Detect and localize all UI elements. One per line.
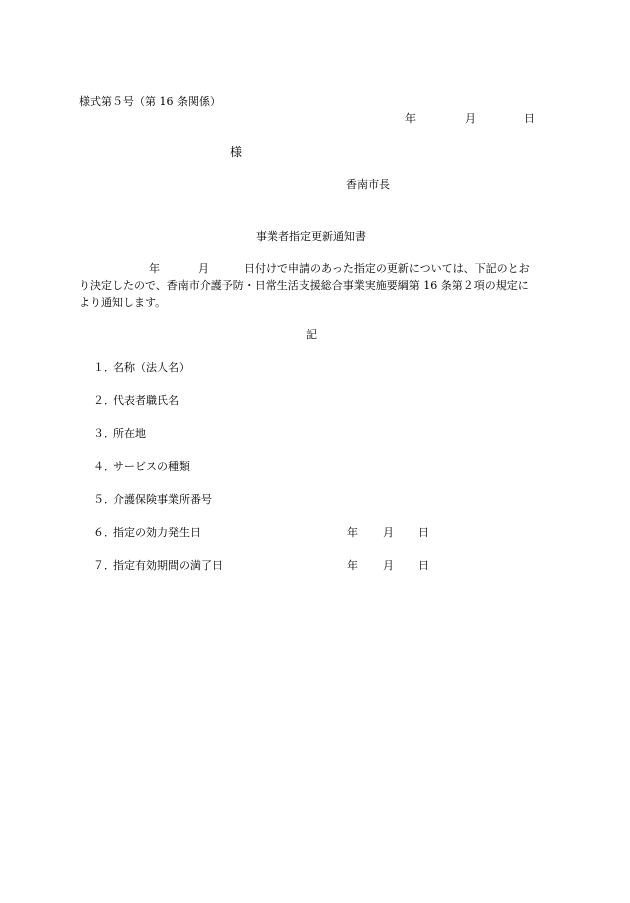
list-item-representative <box>93 395 179 406</box>
date-day-label: 日 <box>524 112 535 125</box>
list-item-expiry-date <box>93 560 223 571</box>
body-text-line-2: り決定したので、香南市介護予防・日常生活支援総合事業実施要綱第 16 条第２項の規定に <box>79 279 529 292</box>
issuer-name: 香南市長 <box>346 178 390 191</box>
expiry-date-day-label: 日 <box>418 559 429 572</box>
expiry-date-year-label: 年 <box>347 559 358 572</box>
body-text-line-1: 日付けで申請のあった指定の更新については、下記のとお <box>244 262 530 275</box>
list-item-service-type <box>93 461 190 472</box>
item-number: ４． <box>93 460 115 473</box>
list-item-office-number <box>93 494 212 505</box>
expiry-date-month-label: 月 <box>383 559 394 572</box>
item-number: １． <box>93 361 115 374</box>
item-number: ７． <box>93 559 115 572</box>
item-label: 所在地 <box>113 427 146 440</box>
item-number: ２． <box>93 394 115 407</box>
document-title: 事業者指定更新通知書 <box>256 230 366 243</box>
body-year-label: 年 <box>149 262 160 275</box>
item-label: 代表者職氏名 <box>113 394 179 407</box>
list-item-address <box>93 428 146 439</box>
item-label: 指定有効期間の満了日 <box>113 559 223 572</box>
form-number: 様式第５号（第 16 条関係） <box>79 95 221 108</box>
item-number: ３． <box>93 427 115 440</box>
item-label: サービスの種類 <box>113 460 190 473</box>
list-item-name <box>93 362 190 373</box>
addressee-suffix: 様 <box>230 145 243 159</box>
item-label: 指定の効力発生日 <box>113 526 201 539</box>
date-year-label: 年 <box>405 112 416 125</box>
list-item-effective-date <box>93 527 201 538</box>
effective-date-year-label: 年 <box>347 526 358 539</box>
ki-heading: 記 <box>306 328 317 341</box>
item-label: 介護保険事業所番号 <box>113 493 212 506</box>
item-label: 名称（法人名） <box>113 361 190 374</box>
item-number: ５． <box>93 493 115 506</box>
item-number: ６． <box>93 526 115 539</box>
effective-date-month-label: 月 <box>383 526 394 539</box>
date-month-label: 月 <box>465 112 476 125</box>
effective-date-day-label: 日 <box>418 526 429 539</box>
body-text-line-3: より通知します。 <box>79 296 167 309</box>
body-month-label: 月 <box>198 262 209 275</box>
